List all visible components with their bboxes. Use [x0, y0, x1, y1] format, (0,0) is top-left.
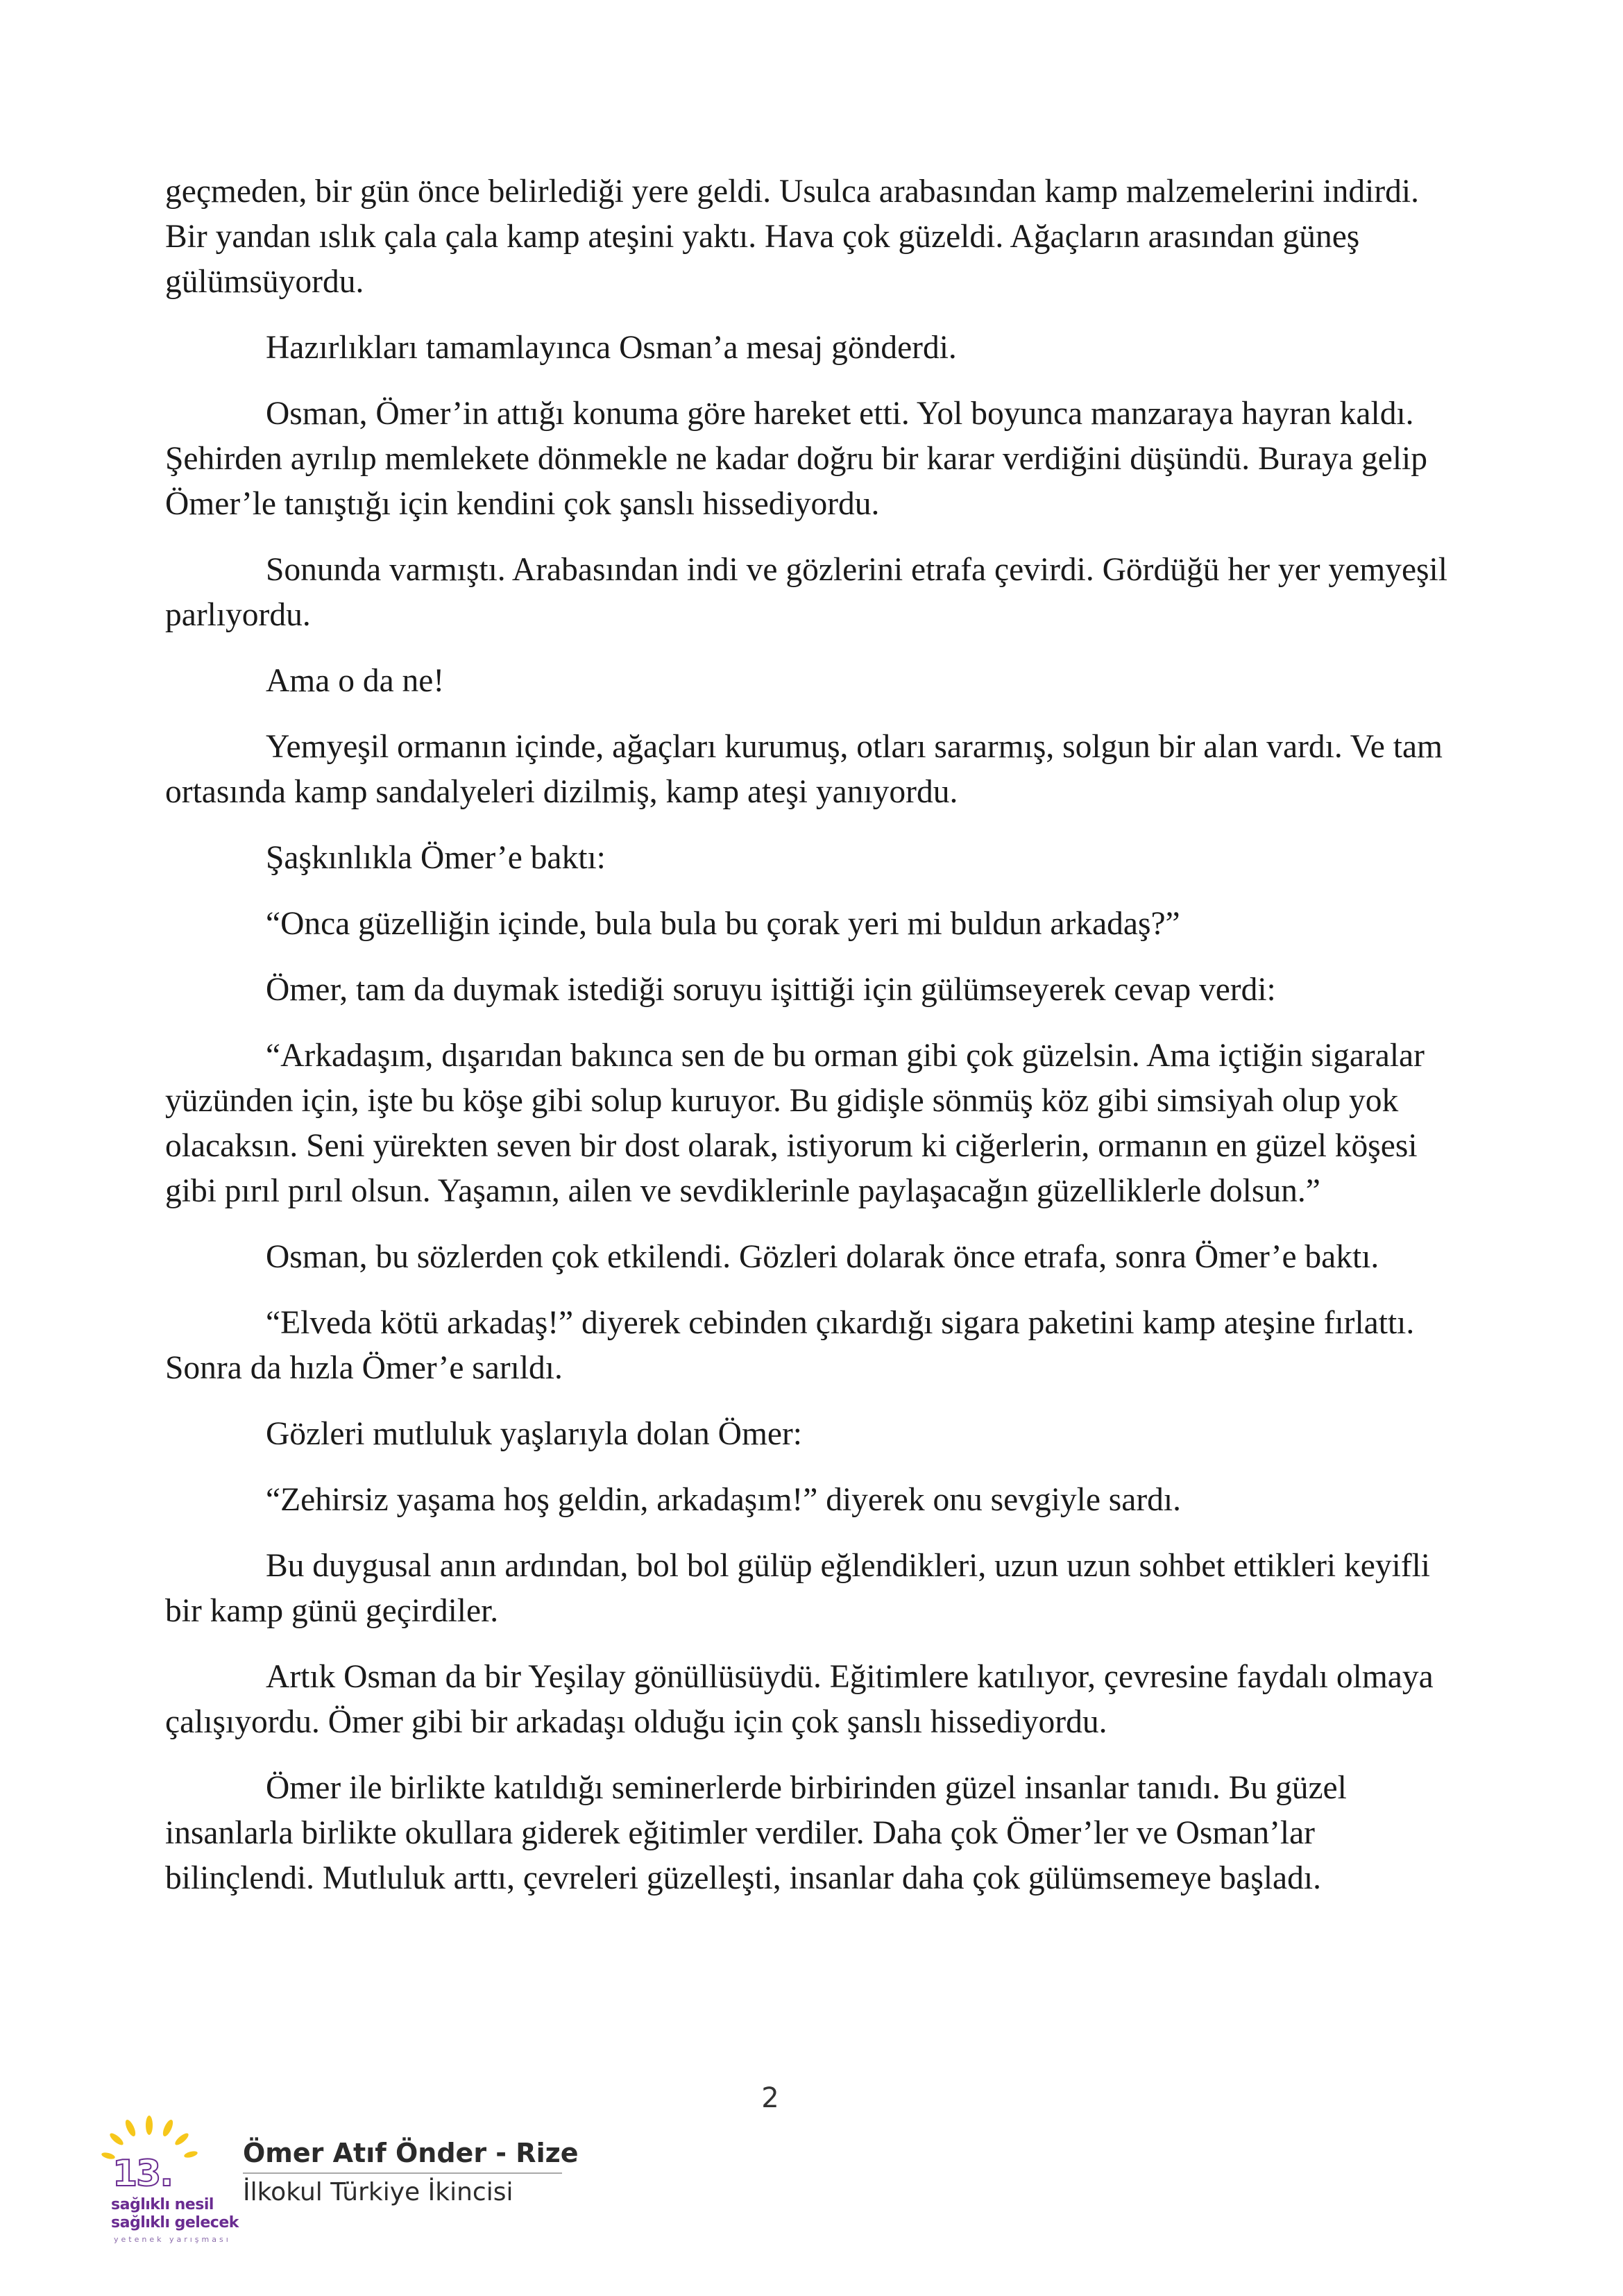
competition-logo	[83, 2110, 243, 2249]
footer	[83, 2110, 583, 2249]
paragraph-16: Artık Osman da bir Yeşilay gönüllüsüydü. Eğitimlere katılıyor, çevresine faydalı olmaya çalışıyordu. Ömer gibi bir arkadaşı olduğu için çok şanslı hissediyordu.	[165, 1659, 1434, 1740]
paragraph-14: “Zehirsiz yaşama hoş geldin, arkadaşım!” diyerek onu sevgiyle sardı.	[266, 1482, 1182, 1518]
author-award: İlkokul Türkiye İkincisi	[243, 2178, 513, 2206]
author-name: Ömer Atıf Önder - Rize	[243, 2138, 562, 2174]
logo-text-line2: sağlıklı gelecek	[111, 2214, 239, 2231]
paragraph-1: geçmeden, bir gün önce belirlediği yere geldi. Usulca arabasından kamp malzemelerini indirdi. Bir yandan ıslık çala çala kamp ateşini yaktı. Hava çok güzeldi. Ağaçların arasından güneş gülümsüyordu.	[165, 174, 1419, 300]
paragraph-12: “Elveda kötü arkadaş!” diyerek cebinden çıkardığı sigara paketini kamp ateşine fırlattı. Sonra da hızla Ömer’e sarıldı.	[165, 1305, 1415, 1386]
paragraph-10: “Arkadaşım, dışarıdan bakınca sen de bu orman gibi çok güzelsin. Ama içtiğin sigaralar yüzünden için, işte bu köşe gibi solup kuruyor. Bu gidişle sönmüş köz gibi simsiyah olup yok olacaksın. Seni yürekten seven bir dost olarak, istiyorum ki ciğerlerin, ormanın en güzel köşesi gibi pırıl pırıl olsun. Yaşamın, ailen ve sevdiklerinle paylaşacağın güzelliklerle dolsun.”	[165, 1038, 1425, 1209]
page-number: 2	[761, 2082, 779, 2114]
paragraph-8: “Onca güzelliğin içinde, bula bula bu çorak yeri mi buldun arkadaş?”	[266, 906, 1180, 942]
paragraph-9: Ömer, tam da duymak istediği soruyu işittiği için gülümseyerek cevap verdi:	[266, 972, 1276, 1008]
logo-text-line1: sağlıklı nesil	[111, 2196, 214, 2213]
story-body	[165, 169, 1456, 1922]
paragraph-4: Sonunda varmıştı. Arabasından indi ve gözlerini etrafa çevirdi. Gördüğü her yer yemyeşil parlıyordu.	[165, 552, 1447, 633]
paragraph-5: Ama o da ne!	[266, 663, 445, 699]
logo-text-line3: yetenek yarışması	[114, 2235, 231, 2244]
paragraph-7: Şaşkınlıkla Ömer’e baktı:	[266, 840, 606, 876]
paragraph-11: Osman, bu sözlerden çok etkilendi. Gözleri dolarak önce etrafa, sonra Ömer’e baktı.	[266, 1239, 1379, 1275]
paragraph-2: Hazırlıkları tamamlayınca Osman’a mesaj gönderdi.	[266, 330, 957, 366]
paragraph-15: Bu duygusal anın ardından, bol bol gülüp eğlendikleri, uzun uzun sohbet ettikleri keyifli bir kamp günü geçirdiler.	[165, 1548, 1430, 1629]
author-block	[243, 2138, 579, 2206]
logo-number: 13.	[112, 2153, 173, 2195]
paragraph-13: Gözleri mutluluk yaşlarıyla dolan Ömer:	[266, 1416, 802, 1452]
paragraph-3: Osman, Ömer’in attığı konuma göre hareket etti. Yol boyunca manzaraya hayran kaldı. Şehirden ayrılıp memlekete dönmekle ne kadar doğru bir karar verdiğini düşündü. Buraya gelip Ömer’le tanıştığı için kendini çok şanslı hissediyordu.	[165, 396, 1427, 522]
paragraph-17: Ömer ile birlikte katıldığı seminerlerde birbirinden güzel insanlar tanıdı. Bu güzel insanlarla birlikte okullara giderek eğitimler verdiler. Daha çok Ömer’ler ve Osman’lar bilinçlendi. Mutluluk arttı, çevreleri güzelleşti, insanlar daha çok gülümsemeye başladı.	[165, 1770, 1347, 1896]
paragraph-6: Yemyeşil ormanın içinde, ağaçları kurumuş, otları sararmış, solgun bir alan vardı. Ve tam ortasında kamp sandalyeleri dizilmiş, kamp ateşi yanıyordu.	[165, 729, 1443, 810]
